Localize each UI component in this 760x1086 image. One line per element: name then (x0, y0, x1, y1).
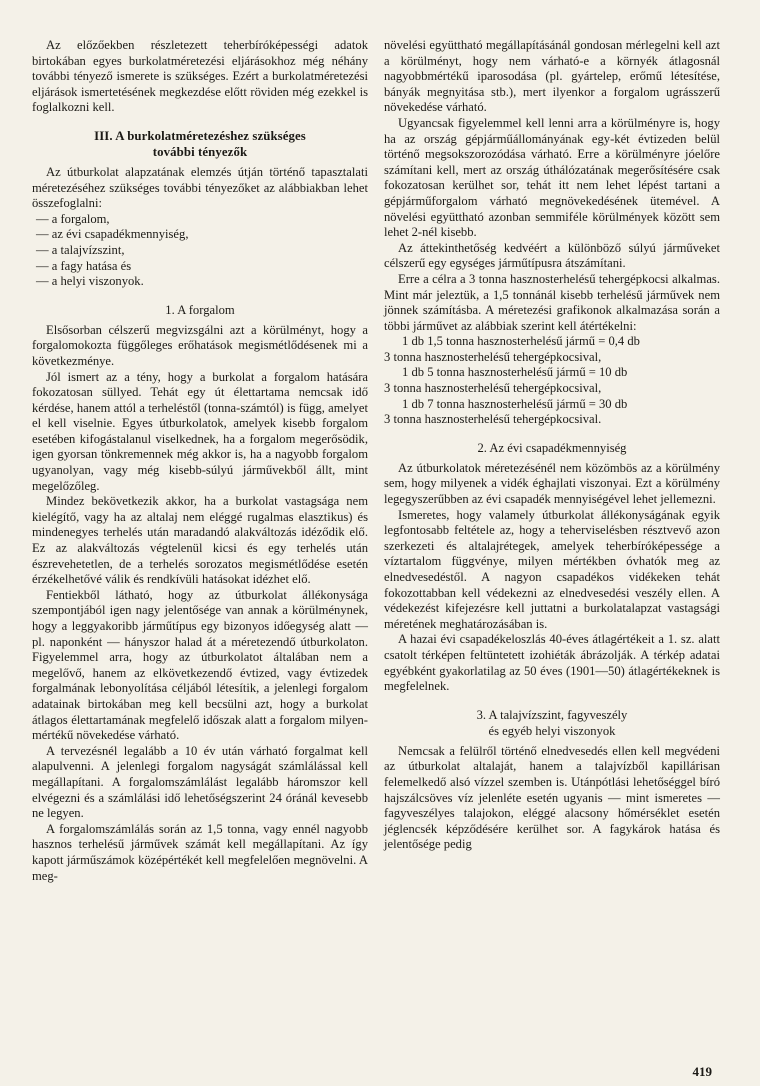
body-paragraph: Elsősorban célszerű megvizsgálni azt a körülményt, hogy a forgalomokozta függőleges erőhatások megismétlődésenek mi a következménye. (32, 322, 368, 368)
list-item: — a forgalom, (36, 211, 110, 226)
list-item: — a talajvízszint, (36, 242, 125, 257)
conversion-line: 1 db 7 tonna hasznosterhelésű jármű = 30 db (402, 396, 628, 411)
left-column (32, 38, 368, 884)
factors-list (32, 212, 368, 290)
body-paragraph: Erre a célra a 3 tonna hasznosterhelésű tehergépkocsi alkalmas. Mint már jeleztük, a 1,5 tonnánál kisebb terhelésű járművek nem jönnek számításba. A méretezési grafikonok alkalmazása során a többi járművet az alábbiak szerint kell átértékelni: (384, 271, 720, 333)
conversion-line: 3 tonna hasznosterhelésű tehergépkocsival. (384, 412, 602, 427)
body-paragraph: Mindez bekövetkezik akkor, ha a burkolat vastagsága nem kielégítő, vagy ha az altalaj nem eléggé rugalmas elasztikus) és mindenegyes terhelés után maradandó alakváltozás idéződik elő. Ez az alakváltozás végtelenül kicsi és egy terhelés után észrevehetetlen, de a terhelés sorozatos megismétlődése esetén érzékelhetővé válik és rendkívüli hatásokat idézhet elő. (32, 494, 368, 587)
body-paragraph: A forgalomszámlálás során az 1,5 tonna, vagy ennél nagyobb hasznos terhelésű járművek számát kell megállapítani. Az így kapott járműszámok középértékét kell megfelelően megnövelni. A meg- (32, 821, 368, 883)
body-paragraph: Az útburkolatok méretezésénél nem közömbös az a körülmény sem, hogy milyenek a vidék éghajlati viszonyai. Ezt a körülmény legegyszerűbben az évi csapadék mennyiségével lehet jellemezni. (384, 460, 720, 507)
subsection-heading-ground-line2: és egyéb helyi viszonyok (488, 723, 616, 738)
list-item: — a fagy hatása és (36, 258, 132, 273)
subsection-heading-traffic: 1. A forgalom (165, 302, 235, 317)
body-paragraph: A hazai évi csapadékeloszlás 40-éves átlagértékeit a 1. sz. alatt csatolt térképen feltüntetett izohiéták ábrázolják. A térkép adatai egyébként gyakorlatilag az 50 éves (1901—50) átlagértékeknek is megfelelnek. (384, 632, 720, 694)
conversion-table (384, 334, 720, 428)
conversion-line: 3 tonna hasznosterhelésű tehergépkocsival, (384, 349, 602, 364)
conversion-line: 1 db 5 tonna hasznosterhelésű jármű = 10 db (402, 365, 628, 380)
body-paragraph: növelési együttható megállapításánál gondosan mérlegelni kell azt a körülményt, hogy nem várható-e a környék átlagosnál nagyobbmértékű iparosodása (pl. gyártelep, erőmű létesítése, bányák megnyitása stb.), mert ilyenkor a forgalom ugrásszerű növekedése várható. (384, 38, 720, 115)
body-paragraph: Nemcsak a felülről történő elnedvesedés ellen kell megvédeni az útburkolat altalaját, hanem a talajvízből kapillárisan felemelkedő alsó vízzel szemben is. Utánpótlási lehetőséggel bíró hajszálcsöves víz jelenléte esetén ugyanis — mint ismeretes — fagyveszélyes talajokon, eléggé alacsony hőmérséklet esetén jéglencsék képződésére kerülhet sor. A fagykárok hatása és jelentősége pedig (384, 743, 720, 852)
body-paragraph: Fentiekből látható, hogy az útburkolat állékonysága szempontjából igen nagy jelentősége van annak a körülménynek, hogy a leggyakoribb járműtípus egy bizonyos időegység alatt — pl. naponként — hányszor halad át a méretezendő útburkolaton. Figyelemmel arra, hogy az útburkolatot általában nem a megelővő, hanem az elkövetkezendő évtized, vagy évtizedek forgalmának lebonyolítása céljából létesítik, a jelenlegi forgalom adatainak birtokában meg kell becsülni azt, hogy a burkolat átlagos élettartamának megfelelő időszak alatt a forgalom milyen-mértékű növekedése várható. (32, 587, 368, 743)
conversion-line: 1 db 1,5 tonna hasznosterhelésű jármű = 0,4 db (402, 334, 640, 349)
body-paragraph: A tervezésnél legalább a 10 év után várható forgalmat kell alapulvenni. A jelenlegi forgalom nagyságát számlálással kell megállapítani. A forgalomszámlálást legalább háromszor kell elvégezni és a számlálási idő lehetőségszerint 24 óránál kevesebb ne legyen. (32, 743, 368, 821)
intro-paragraph: Az előzőekben részletezett teherbíróképességi adatok birtokában egyes burkolatméretezési eljárásokhoz még néhány további tényező ismerete is szükséges. Ezért a burkolatméretezési eljárások ismertetésének megkezdése előtt röviden még ezekkel is foglalkozni kell. (32, 38, 368, 115)
page-number: 419 (692, 1064, 712, 1079)
right-column (384, 38, 720, 853)
body-paragraph: Ugyancsak figyelemmel kell lenni arra a körülményre is, hogy ha az ország gépjárműállományának egy-két évtizeden belül történő megsokszorozódása várható. Erre a körülményre jóelőre számítani kell, mert az ország úthálózatának megerősítésére csak fokozatosan kerülhet sor, tehát itt nem lehet lépést tartani a gépjárműforgalom várható megnövekedésének ütemével. A növelési együttható azonban semmiféle körülmények között sem lehet 2-nél kisebb. (384, 115, 720, 240)
subsection-heading-precipitation: 2. Az évi csapadékmennyiség (477, 440, 627, 455)
section-heading-line2: további tényezők (152, 144, 248, 159)
body-paragraph: Ismeretes, hogy valamely útburkolat állékonyságának egyik legfontosabb feltétele az, hogy a teherviselésben résztvevő azon szerkezeti és altalajrétegek, amelyek teherbíróképessége a víztartalom függvénye, milyen mértékben óvhatók meg az elnedvesedéstől. A nagyon csapadékos vidékeken tehát fokozottabban kell védekezni az elnedvesedési veszély ellen. A védekezést kifejezésre kell juttatni a burkolatalapzat vastagsági méretének meghatározásában is. (384, 507, 720, 631)
section-heading-line1: III. A burkolatméretezéshez szükséges (94, 128, 306, 143)
list-item: — az évi csapadékmennyiség, (36, 227, 189, 242)
subsection-heading-ground-line1: 3. A talajvízszint, fagyveszély (476, 707, 628, 722)
list-item: — a helyi viszonyok. (36, 274, 144, 289)
body-paragraph: Jól ismert az a tény, hogy a burkolat a forgalom hatására fokozatosan süllyed. Tehát egy út élettartama nemcsak idő kérdése, hanem attól a terheléstől (tonna-számtól) is függ, amelyet el kell viselnie. Egyes útburkolatok, amelyek kisebb forgalom esetében kifogástalanul viselkednek, ha a forgalom megerősödik, igen gyorsan tönkremennek még akkor is, ha a nagyobb forgalom ugyanolyan, vagy még kisebb-súlyú járművekből állt, mint megelőzőleg. (32, 369, 368, 493)
conversion-line: 3 tonna hasznosterhelésű tehergépkocsival, (384, 381, 602, 396)
body-paragraph: Az áttekinthetőség kedvéért a különböző súlyú járműveket célszerű egy egységes járműtípusra átszámítani. (384, 240, 720, 271)
factors-paragraph: Az útburkolat alapzatának elemzés útján történő tapasztalati méretezéséhez szükséges további tényezőket az alábbiakban lehet összefoglalni: (32, 164, 368, 211)
